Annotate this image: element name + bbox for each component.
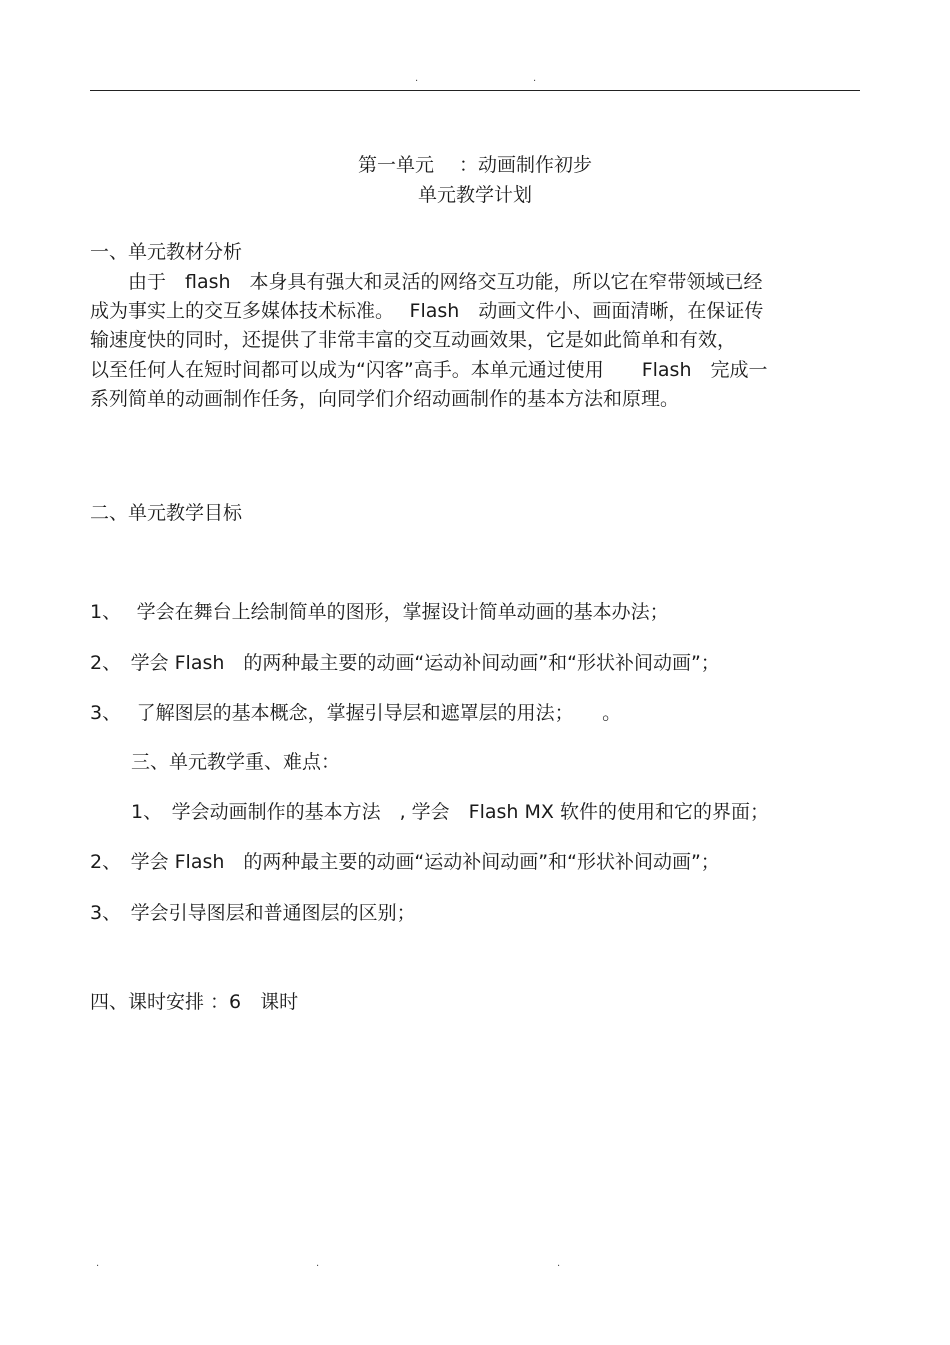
section3-heading: 三、单元教学重、难点： xyxy=(131,751,341,773)
paragraph-line: 系列简单的动画制作任务，向同学们介绍动画制作的基本方法和原理。 xyxy=(90,387,680,410)
footer-dot: . xyxy=(316,1258,320,1269)
footer-dot: . xyxy=(557,1258,561,1269)
page-footer xyxy=(0,1259,950,1271)
footer-dot: . xyxy=(96,1258,100,1269)
unit-subtitle: 单元教学计划 xyxy=(417,184,532,206)
paragraph-line: 成为事实上的交互多媒体技术标准。 Flash 动画文件小、画面清晰，在保证传 xyxy=(90,300,764,323)
header-dot-left: . xyxy=(415,73,419,84)
objective-item: 2、 学会 Flash 的两种最主要的动画“运动补间动画”和“形状补间动画”； xyxy=(90,652,720,674)
objective-item: 1、 学会在舞台上绘制简单的图形，掌握设计简单动画的基本办法； xyxy=(90,601,669,623)
section1-heading: 一、单元教材分析 xyxy=(90,241,243,263)
section4-heading: 四、课时安排 ：6 课时 xyxy=(90,991,299,1013)
page-header xyxy=(0,74,950,86)
unit-title: 第一单元 ：动画制作初步 xyxy=(357,154,593,176)
section1-paragraph xyxy=(90,268,860,414)
paragraph-line: 输速度快的同时，还提供了非常丰富的交互动画效果，它是如此简单和有效， xyxy=(90,329,737,352)
header-dot-right: . xyxy=(533,73,537,84)
section2-heading: 二、单元教学目标 xyxy=(90,502,243,524)
keypoint-item: 1、 学会动画制作的基本方法 , 学会 Flash MX 软件的使用和它的界面； xyxy=(131,801,769,823)
keypoint-item: 2、 学会 Flash 的两种最主要的动画“运动补间动画”和“形状补间动画”； xyxy=(90,851,720,873)
objective-item: 3、 了解图层的基本概念，掌握引导层和遮罩层的用法； 。 xyxy=(90,702,622,724)
paragraph-line: 以至任何人在短时间都可以成为“闪客”高手。本单元通过使用 Flash 完成一 xyxy=(90,358,768,381)
keypoint-item: 3、 学会引导图层和普通图层的区别； xyxy=(90,902,416,924)
header-rule xyxy=(90,90,860,91)
paragraph-line: 由于 flash 本身具有强大和灵活的网络交互功能，所以它在窄带领域已经 xyxy=(90,271,763,293)
